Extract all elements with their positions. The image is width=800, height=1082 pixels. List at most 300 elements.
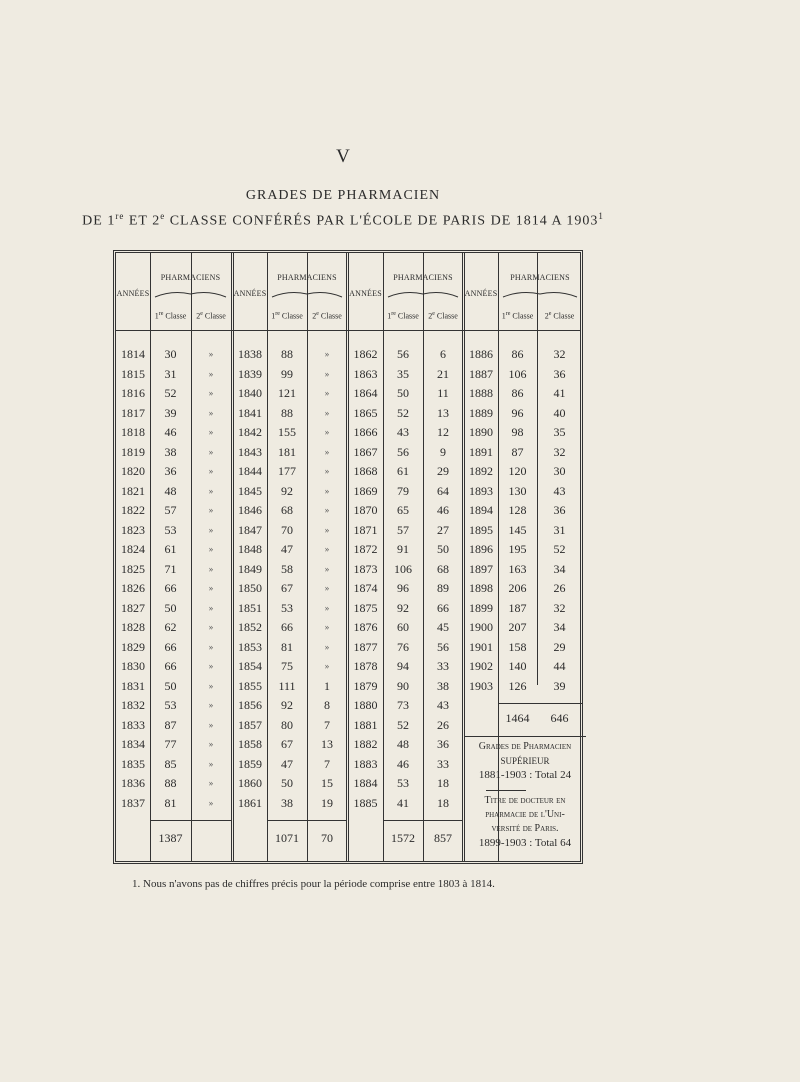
- year-cell: 1875: [353, 600, 378, 615]
- first-class-cell: 52: [397, 405, 409, 420]
- first-class-cell: 61: [397, 464, 409, 478]
- second-class-cell: 29: [437, 464, 449, 478]
- year-cell: 1830: [121, 659, 145, 673]
- second-class-cell: 32: [553, 600, 566, 615]
- second-class-cell: »: [208, 797, 214, 808]
- year-cell: 1833: [121, 717, 145, 732]
- first-class-cell: 158: [508, 639, 527, 654]
- first-class-cell: 35: [397, 366, 409, 381]
- second-class-cell: 39: [553, 678, 566, 693]
- page-title: GRADES DE PHARMACIEN: [245, 188, 441, 203]
- second-class-cell: 11: [437, 386, 449, 400]
- second-class-cell: 31: [553, 522, 566, 537]
- first-class-cell: 88: [281, 347, 293, 361]
- total-rule: [383, 820, 463, 821]
- second-class-cell: 33: [437, 659, 449, 673]
- year-cell: 1884: [353, 776, 378, 790]
- first-class-total: 1464: [505, 711, 530, 725]
- year-cell: 1869: [353, 483, 378, 498]
- note-text: 1899-1903 : Total 64: [478, 837, 572, 849]
- page-subtitle: DE 1re ET 2e CLASSE CONFÉRÉS PAR L'ÉCOLE DE PARIS DE 1814 A 1903$^1$: [82, 211, 604, 229]
- total-rule: [498, 703, 583, 704]
- first-class-cell: 60: [397, 620, 409, 634]
- class-header: 1re Classe: [154, 311, 187, 321]
- second-class-total: 70: [321, 831, 333, 845]
- first-class-cell: 53: [164, 522, 177, 537]
- first-class-cell: 128: [508, 503, 527, 517]
- brace-icon: [387, 288, 459, 298]
- first-class-cell: 73: [397, 698, 409, 712]
- second-class-cell: 7: [324, 717, 330, 732]
- second-class-cell: »: [208, 719, 214, 730]
- first-class-cell: 81: [281, 639, 293, 654]
- second-class-cell: »: [208, 680, 214, 691]
- first-class-cell: 57: [164, 503, 177, 517]
- year-cell: 1822: [121, 503, 145, 517]
- year-cell: 1890: [469, 425, 493, 439]
- year-cell: 1839: [238, 366, 262, 381]
- first-class-cell: 92: [397, 600, 409, 615]
- total-rule: [465, 736, 586, 737]
- year-cell: 1843: [238, 444, 262, 459]
- first-class-cell: 47: [281, 542, 293, 556]
- second-class-cell: »: [324, 466, 330, 476]
- second-class-cell: 52: [553, 542, 566, 556]
- annees-header: ANNÉES: [116, 289, 150, 298]
- year-cell: 1887: [469, 366, 493, 381]
- notes-rule: [486, 790, 526, 791]
- first-class-cell: 66: [164, 639, 177, 654]
- class-header: 2e Classe: [312, 311, 342, 321]
- second-class-cell: »: [324, 505, 330, 515]
- pharmaciens-header: PHARMACIENS: [277, 273, 337, 282]
- second-class-cell: »: [324, 349, 330, 359]
- first-class-cell: 80: [281, 717, 293, 732]
- year-cell: 1868: [353, 464, 378, 478]
- second-class-cell: 66: [437, 600, 449, 615]
- year-cell: 1886: [469, 347, 493, 361]
- second-class-cell: 36: [553, 366, 566, 381]
- class-header: 1re Classe: [387, 311, 419, 321]
- first-class-cell: 111: [278, 678, 296, 693]
- first-class-cell: 46: [164, 425, 177, 439]
- year-cell: 1849: [238, 561, 262, 576]
- year-cell: 1893: [469, 483, 493, 498]
- annees-header: ANNÉES: [464, 289, 498, 298]
- second-class-cell: 6: [440, 347, 446, 361]
- first-class-cell: 41: [397, 795, 409, 810]
- header-numeral: V: [336, 146, 350, 167]
- first-class-cell: 30: [164, 347, 177, 361]
- second-class-cell: »: [208, 466, 214, 476]
- second-class-cell: »: [208, 446, 214, 457]
- header-rule: [116, 330, 580, 331]
- second-class-cell: »: [208, 349, 214, 359]
- year-cell: 1859: [238, 756, 262, 771]
- first-class-cell: 91: [397, 542, 409, 556]
- year-cell: 1827: [121, 600, 145, 615]
- second-class-cell: 18: [437, 776, 449, 790]
- year-cell: 1847: [238, 522, 262, 537]
- second-class-cell: 13: [321, 737, 333, 751]
- second-class-cell: 21: [437, 366, 449, 381]
- year-cell: 1894: [469, 503, 493, 517]
- brace-icon: [502, 288, 578, 298]
- first-class-cell: 206: [508, 581, 527, 595]
- second-class-cell: 26: [437, 717, 449, 732]
- second-class-cell: 7: [324, 756, 330, 771]
- first-class-cell: 155: [278, 425, 296, 439]
- second-class-cell: 43: [437, 698, 449, 712]
- second-class-cell: »: [324, 485, 330, 496]
- first-class-cell: 187: [508, 600, 527, 615]
- second-class-cell: »: [208, 641, 214, 652]
- second-class-cell: 36: [553, 503, 566, 517]
- year-cell: 1851: [238, 600, 262, 615]
- second-class-cell: »: [324, 641, 330, 652]
- first-class-cell: 181: [278, 444, 296, 459]
- first-class-cell: 126: [508, 678, 527, 693]
- second-class-cell: »: [324, 602, 330, 613]
- first-class-cell: 86: [511, 347, 524, 361]
- second-class-cell: 44: [553, 659, 566, 673]
- second-class-cell: »: [324, 524, 330, 535]
- first-class-cell: 67: [281, 581, 293, 595]
- year-cell: 1895: [469, 522, 493, 537]
- year-cell: 1854: [238, 659, 262, 673]
- year-cell: 1824: [121, 542, 145, 556]
- second-class-cell: 13: [437, 405, 449, 420]
- total-rule: [267, 820, 347, 821]
- year-cell: 1816: [121, 386, 145, 400]
- second-class-cell: »: [208, 524, 214, 535]
- brace-icon: [154, 288, 227, 298]
- pharmaciens-header: PHARMACIENS: [393, 273, 453, 282]
- year-cell: 1838: [238, 347, 262, 361]
- year-cell: 1852: [238, 620, 262, 634]
- second-class-cell: »: [324, 563, 330, 574]
- year-cell: 1819: [121, 444, 145, 459]
- first-class-cell: 106: [508, 366, 527, 381]
- second-class-cell: 32: [553, 347, 566, 361]
- first-class-cell: 94: [397, 659, 409, 673]
- second-class-cell: 35: [553, 425, 566, 439]
- year-cell: 1844: [238, 464, 262, 478]
- second-class-cell: 27: [437, 522, 449, 537]
- note-text: SUPÉRIEUR: [500, 756, 550, 766]
- first-class-cell: 71: [164, 561, 177, 576]
- second-class-cell: »: [324, 388, 330, 398]
- annees-header: ANNÉES: [349, 289, 382, 298]
- second-class-cell: 18: [437, 795, 449, 810]
- year-cell: 1892: [469, 464, 493, 478]
- class-header: 2e Classe: [428, 311, 458, 321]
- second-class-cell: »: [208, 739, 214, 749]
- second-class-cell: 40: [553, 405, 566, 420]
- year-cell: 1829: [121, 639, 145, 654]
- first-class-cell: 43: [397, 425, 409, 439]
- second-class-cell: 45: [437, 620, 449, 634]
- second-class-cell: 29: [553, 639, 566, 654]
- year-cell: 1873: [353, 561, 378, 576]
- first-class-cell: 62: [164, 620, 177, 634]
- year-cell: 1883: [353, 756, 378, 771]
- second-class-cell: »: [208, 407, 214, 418]
- year-cell: 1832: [121, 698, 145, 712]
- first-class-cell: 86: [511, 386, 524, 400]
- first-class-cell: 39: [164, 405, 177, 420]
- second-class-cell: »: [324, 544, 330, 554]
- first-class-cell: 70: [281, 522, 293, 537]
- first-class-cell: 36: [164, 464, 177, 478]
- year-cell: 1840: [238, 386, 262, 400]
- first-class-cell: 99: [281, 366, 293, 381]
- year-cell: 1823: [121, 522, 145, 537]
- first-class-cell: 57: [397, 522, 409, 537]
- year-cell: 1826: [121, 581, 145, 595]
- year-cell: 1831: [121, 678, 145, 693]
- year-cell: 1865: [353, 405, 378, 420]
- second-class-total: 646: [550, 711, 569, 725]
- year-cell: 1853: [238, 639, 262, 654]
- first-class-cell: 177: [278, 464, 296, 478]
- year-cell: 1897: [469, 561, 493, 576]
- pharmaciens-header: PHARMACIENS: [160, 273, 221, 282]
- first-class-total: 1387: [158, 831, 183, 845]
- year-cell: 1872: [353, 542, 378, 556]
- first-class-cell: 76: [397, 639, 409, 654]
- second-class-cell: 41: [553, 386, 566, 400]
- year-cell: 1842: [238, 425, 262, 439]
- year-cell: 1889: [469, 405, 493, 420]
- year-cell: 1877: [353, 639, 378, 654]
- annees-header: ANNÉES: [233, 289, 267, 298]
- first-class-cell: 50: [397, 386, 409, 400]
- second-class-cell: 89: [437, 581, 449, 595]
- first-class-cell: 81: [164, 795, 177, 810]
- year-cell: 1857: [238, 717, 262, 732]
- second-class-cell: 38: [437, 678, 449, 693]
- year-cell: 1836: [121, 776, 145, 790]
- second-class-cell: 50: [437, 542, 449, 556]
- year-cell: 1837: [121, 795, 145, 810]
- first-class-cell: 195: [508, 542, 527, 556]
- year-cell: 1902: [469, 659, 493, 673]
- footnote: 1. Nous n'avons pas de chiffres précis pour la période comprise entre 1803 à 1814.: [132, 878, 495, 890]
- second-class-cell: »: [324, 661, 330, 671]
- year-cell: 1863: [353, 366, 378, 381]
- second-class-cell: »: [208, 388, 214, 398]
- second-class-cell: »: [208, 368, 214, 379]
- second-class-cell: »: [208, 563, 214, 574]
- year-cell: 1834: [121, 737, 145, 751]
- first-class-cell: 75: [281, 659, 293, 673]
- second-class-cell: 15: [321, 776, 333, 790]
- year-cell: 1870: [353, 503, 378, 517]
- second-class-cell: »: [208, 758, 214, 769]
- year-cell: 1882: [353, 737, 378, 751]
- year-cell: 1846: [238, 503, 262, 517]
- first-class-cell: 121: [278, 386, 296, 400]
- class-header: 1re Classe: [271, 311, 303, 321]
- year-cell: 1856: [238, 698, 262, 712]
- second-class-cell: 43: [553, 483, 566, 498]
- first-class-cell: 66: [281, 620, 293, 634]
- second-class-cell: 19: [321, 795, 333, 810]
- year-cell: 1860: [238, 776, 262, 790]
- first-class-cell: 53: [281, 600, 293, 615]
- second-class-cell: »: [208, 700, 214, 710]
- year-cell: 1901: [469, 639, 493, 654]
- second-class-cell: 12: [437, 425, 449, 439]
- first-class-cell: 145: [508, 522, 527, 537]
- second-class-cell: 9: [440, 444, 446, 459]
- second-class-cell: 26: [553, 581, 566, 595]
- year-cell: 1841: [238, 405, 262, 420]
- first-class-cell: 52: [164, 386, 177, 400]
- second-class-cell: »: [324, 622, 330, 632]
- first-class-cell: 163: [508, 561, 527, 576]
- first-class-cell: 46: [397, 756, 409, 771]
- first-class-cell: 38: [164, 444, 177, 459]
- first-class-cell: 47: [281, 756, 293, 771]
- class-header: 1re Classe: [501, 311, 534, 321]
- second-class-cell: »: [208, 544, 214, 554]
- year-cell: 1825: [121, 561, 145, 576]
- first-class-cell: 68: [281, 503, 293, 517]
- second-class-cell: »: [208, 485, 214, 496]
- first-class-total: 1071: [275, 831, 299, 845]
- first-class-cell: 87: [511, 444, 524, 459]
- second-class-cell: »: [208, 778, 214, 788]
- year-cell: 1885: [353, 795, 378, 810]
- second-class-cell: 64: [437, 483, 449, 498]
- year-cell: 1817: [121, 405, 145, 420]
- second-class-cell: 33: [437, 756, 449, 771]
- year-cell: 1878: [353, 659, 378, 673]
- second-class-cell: »: [208, 505, 214, 515]
- year-cell: 1821: [121, 483, 145, 498]
- first-class-cell: 92: [281, 483, 293, 498]
- first-class-cell: 88: [164, 776, 177, 790]
- first-class-cell: 48: [164, 483, 177, 498]
- year-cell: 1898: [469, 581, 493, 595]
- year-cell: 1888: [469, 386, 493, 400]
- first-class-cell: 53: [164, 698, 177, 712]
- first-class-cell: 67: [281, 737, 293, 751]
- superior-grades-note: [468, 740, 582, 782]
- second-class-cell: 36: [437, 737, 449, 751]
- first-class-cell: 90: [397, 678, 409, 693]
- class-header: 2e Classe: [544, 311, 575, 321]
- note-text: pharmacie de l'Uni-: [485, 809, 565, 820]
- second-class-cell: 1: [324, 678, 330, 693]
- second-class-cell: 8: [324, 698, 330, 712]
- year-cell: 1876: [353, 620, 378, 634]
- year-cell: 1900: [469, 620, 493, 634]
- year-cell: 1815: [121, 366, 145, 381]
- second-class-cell: »: [324, 583, 330, 593]
- first-class-cell: 120: [508, 464, 527, 478]
- first-class-cell: 53: [397, 776, 409, 790]
- doctorate-note: [468, 794, 582, 850]
- year-cell: 1866: [353, 425, 378, 439]
- year-cell: 1828: [121, 620, 145, 634]
- year-cell: 1896: [469, 542, 493, 556]
- column-divider: [191, 253, 192, 861]
- first-class-total: 1572: [391, 831, 415, 845]
- total-rule: [150, 820, 232, 821]
- note-text: 1881-1903 : Total 24: [478, 769, 572, 781]
- first-class-cell: 56: [397, 444, 409, 459]
- second-class-cell: »: [324, 368, 330, 379]
- second-class-cell: »: [324, 427, 330, 437]
- year-cell: 1861: [238, 795, 262, 810]
- first-class-cell: 50: [164, 678, 177, 693]
- first-class-cell: 56: [397, 347, 409, 361]
- first-class-cell: 207: [508, 620, 527, 634]
- first-class-cell: 96: [511, 405, 524, 420]
- second-class-cell: 32: [553, 444, 566, 459]
- year-cell: 1874: [353, 581, 378, 595]
- year-cell: 1867: [353, 444, 378, 459]
- first-class-cell: 58: [281, 561, 293, 576]
- first-class-cell: 92: [281, 698, 293, 712]
- year-cell: 1835: [121, 756, 145, 771]
- first-class-cell: 130: [508, 483, 527, 498]
- year-cell: 1880: [353, 698, 378, 712]
- first-class-cell: 140: [508, 659, 527, 673]
- year-cell: 1855: [238, 678, 262, 693]
- second-class-cell: 46: [437, 503, 449, 517]
- first-class-cell: 61: [164, 542, 177, 556]
- year-cell: 1848: [238, 542, 262, 556]
- year-cell: 1899: [469, 600, 493, 615]
- second-class-cell: »: [208, 602, 214, 613]
- second-class-cell: »: [324, 407, 330, 418]
- year-cell: 1818: [121, 425, 145, 439]
- first-class-cell: 96: [397, 581, 409, 595]
- year-cell: 1845: [238, 483, 262, 498]
- first-class-cell: 65: [397, 503, 409, 517]
- first-class-cell: 106: [394, 561, 412, 576]
- second-class-cell: »: [208, 661, 214, 671]
- brace-icon: [271, 288, 343, 298]
- year-cell: 1814: [121, 347, 145, 361]
- first-class-cell: 77: [164, 737, 177, 751]
- first-class-cell: 87: [164, 717, 177, 732]
- second-class-cell: »: [208, 583, 214, 593]
- first-class-cell: 48: [397, 737, 409, 751]
- year-cell: 1858: [238, 737, 262, 751]
- second-class-cell: 30: [553, 464, 566, 478]
- first-class-cell: 66: [164, 581, 177, 595]
- year-cell: 1881: [353, 717, 378, 732]
- first-class-cell: 98: [511, 425, 524, 439]
- note-text: versité de Paris.: [491, 823, 559, 834]
- second-class-cell: »: [208, 622, 214, 632]
- second-class-cell: 68: [437, 561, 449, 576]
- second-class-cell: 56: [437, 639, 449, 654]
- first-class-cell: 88: [281, 405, 293, 420]
- year-cell: 1820: [121, 464, 145, 478]
- year-cell: 1864: [353, 386, 378, 400]
- year-cell: 1891: [469, 444, 493, 459]
- year-cell: 1871: [353, 522, 378, 537]
- year-cell: 1879: [353, 678, 378, 693]
- note-text: Titre de docteur en: [484, 795, 566, 806]
- second-class-cell: »: [324, 446, 330, 457]
